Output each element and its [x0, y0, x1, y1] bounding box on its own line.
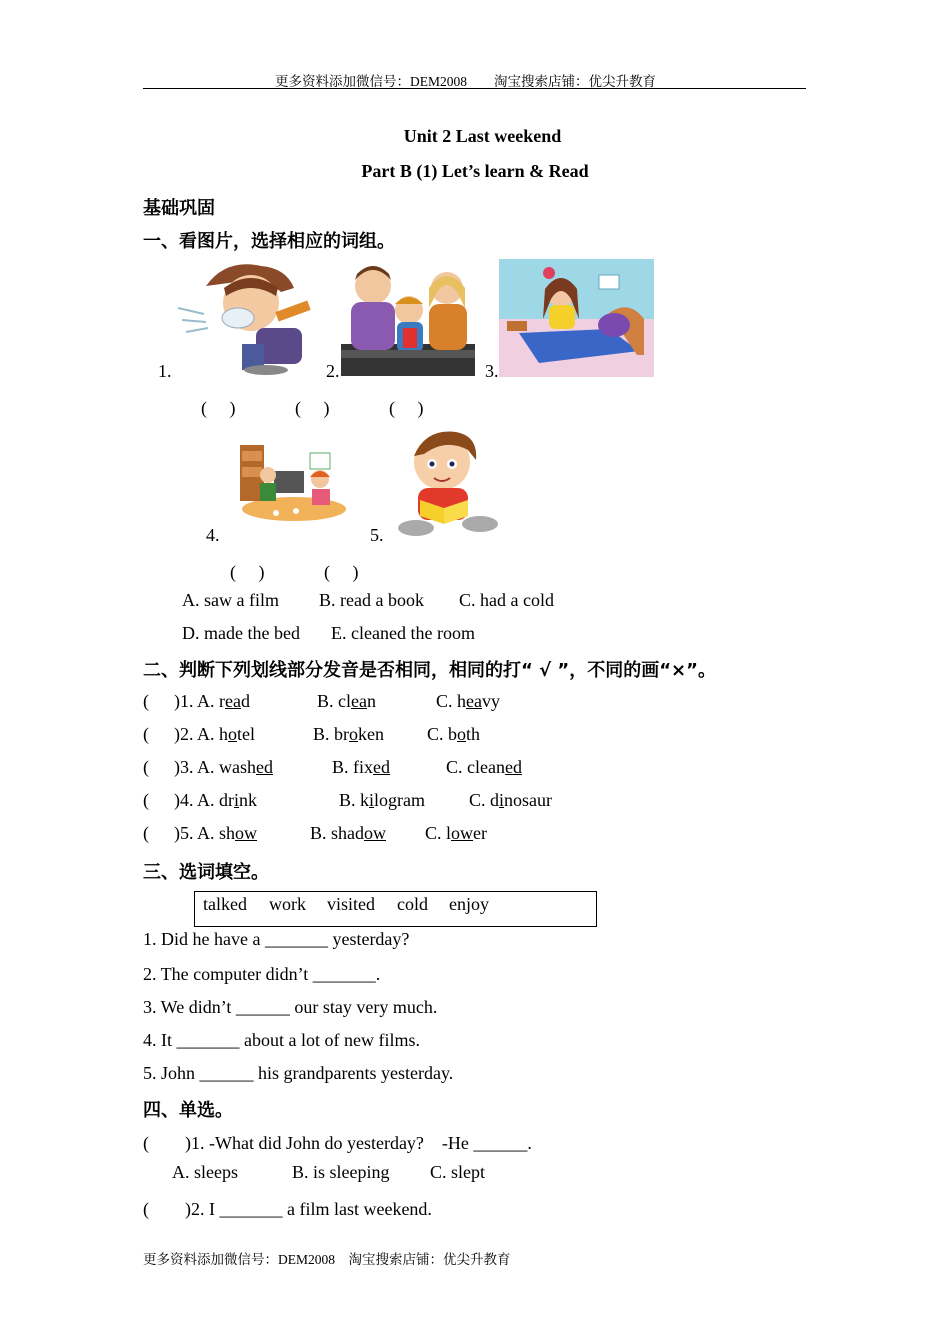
section-1-heading: 一、看图片，选择相应的词组。: [143, 231, 395, 252]
picture-number: 4.: [206, 525, 220, 545]
pron-item-3-c: C. cleaned: [446, 757, 522, 777]
pron-item-2: )2. A. hotel: [174, 724, 255, 744]
word-box-word: visited: [327, 894, 375, 914]
option-e: E. cleaned the room: [331, 623, 475, 643]
word-box-word: talked: [203, 894, 247, 914]
pron-item-1: )1. A. read: [174, 691, 250, 711]
word-box-word: cold: [397, 894, 428, 914]
option-b: B. read a book: [319, 590, 424, 610]
fill-item-4: 4. It _______ about a lot of new films.: [143, 1030, 420, 1050]
family-cinema-picture: [341, 258, 475, 376]
answer-blank[interactable]: ( ): [295, 398, 330, 418]
part-title: Part B (1) Let’s learn & Read: [361, 161, 589, 181]
pron-item-3-b: B. fixed: [332, 757, 391, 777]
word-box-word: work: [269, 894, 306, 914]
fill-item-5: 5. John ______ his grandparents yesterday.: [143, 1063, 454, 1083]
pron-item-4-b: B. kilogram: [339, 790, 426, 810]
answer-blank[interactable]: ( ): [201, 398, 236, 418]
choice-option-c: C. slept: [430, 1162, 486, 1182]
kids-cleaning-room-picture: [236, 441, 348, 523]
choice-question-1: ( )1. -What did John do yesterday? -He ______.: [143, 1133, 532, 1153]
pron-item-5-c: C. lower: [425, 823, 488, 843]
pron-item-1-c: C. heavy: [436, 691, 500, 711]
boy-reading-book-picture: [396, 428, 504, 540]
answer-paren[interactable]: (: [143, 823, 149, 843]
section-2-heading: 二、判断下列划线部分发音是否相同，相同的打“ √ ”，不同的画“×”。: [143, 660, 716, 681]
pron-item-2-b: B. broken: [313, 724, 385, 744]
pron-item-4: )4. A. drink: [174, 790, 258, 810]
pron-item-2-c: C. both: [427, 724, 481, 744]
girl-making-bed-picture: [499, 259, 654, 377]
pron-item-5: )5. A. show: [174, 823, 258, 843]
page-footer: 更多资料添加微信号：DEM2008 淘宝搜索店铺：优尖升教育: [143, 1252, 511, 1267]
header-rule: [143, 88, 806, 89]
section-4-heading: 四、单选。: [143, 1100, 233, 1121]
answer-blank[interactable]: ( ): [389, 398, 424, 418]
unit-title: Unit 2 Last weekend: [403, 126, 562, 146]
sneezing-boy-picture: [176, 258, 318, 376]
pron-item-4-c: C. dinosaur: [469, 790, 553, 810]
pron-item-1-b: B. clean: [317, 691, 376, 711]
page-header: 更多资料添加微信号：DEM2008 淘宝搜索店铺：优尖升教育: [275, 74, 656, 89]
answer-paren[interactable]: (: [143, 724, 149, 744]
fill-item-3: 3. We didn’t ______ our stay very much.: [143, 997, 438, 1017]
choice-option-a: A. sleeps: [172, 1162, 238, 1182]
option-d: D. made the bed: [182, 623, 300, 643]
word-box-word: enjoy: [449, 894, 489, 914]
pron-item-5-b: B. shadow: [310, 823, 387, 843]
word-box: [194, 891, 597, 927]
picture-number: 3.: [485, 361, 499, 381]
pron-item-3: )3. A. washed: [174, 757, 273, 777]
choice-option-b: B. is sleeping: [292, 1162, 390, 1182]
fill-item-1: 1. Did he have a _______ yesterday?: [143, 929, 410, 949]
answer-blank[interactable]: ( ): [230, 562, 265, 582]
basics-heading: 基础巩固: [143, 198, 215, 219]
option-a: A. saw a film: [182, 590, 279, 610]
fill-item-2: 2. The computer didn’t _______.: [143, 964, 381, 984]
option-c: C. had a cold: [459, 590, 554, 610]
answer-paren[interactable]: (: [143, 691, 149, 711]
answer-paren[interactable]: (: [143, 757, 149, 777]
answer-paren[interactable]: (: [143, 790, 149, 810]
picture-number: 5.: [370, 525, 384, 545]
picture-number: 2.: [326, 361, 340, 381]
picture-number: 1.: [158, 361, 172, 381]
answer-blank[interactable]: ( ): [324, 562, 359, 582]
section-3-heading: 三、选词填空。: [143, 862, 269, 883]
choice-question-2: ( )2. I _______ a film last weekend.: [143, 1199, 432, 1219]
